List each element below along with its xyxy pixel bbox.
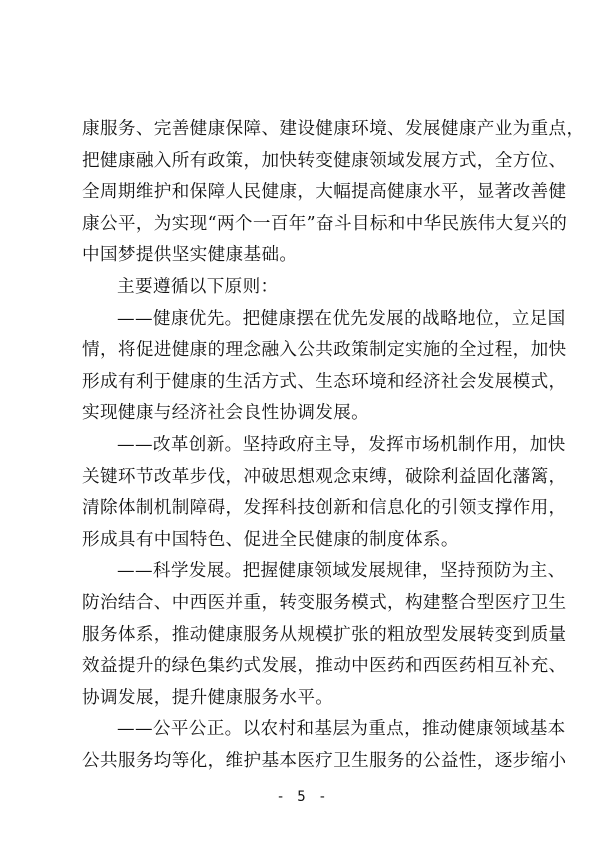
text-line: 协调发展，提升健康服务水平。 [82,687,334,708]
text-line: 公共服务均等化，维护基本医疗卫生服务的公益性，逐步缩小 [82,750,567,771]
text-line: 主要遵循以下原则： [117,276,279,297]
text-line: 防治结合、中西医并重，转变服务模式，构建整合型医疗卫生 [82,592,567,613]
text-line: 服务体系，推动健康服务从规模扩张的粗放型发展转变到质量 [82,624,567,645]
text-line: 康服务、完善健康保障、建设健康环境、发展健康产业为重点， [82,119,585,139]
text-line: ——公平公正。以农村和基层为重点，推动健康领域基本 [117,719,566,740]
text-line: 形成具有中国特色、促进全民健康的制度体系。 [82,529,459,550]
body-text [82,114,585,777]
text-line: ——改革创新。坚持政府主导，发挥市场机制作用，加快 [117,434,566,455]
page-number: - 5 - [276,789,329,805]
text-line: 把健康融入所有政策，加快转变健康领域发展方式，全方位、 [82,150,567,171]
text-line: ——健康优先。把健康摆在优先发展的战略地位，立足国 [117,308,566,329]
text-line: 全周期维护和保障人民健康，大幅提高健康水平，显著改善健 [82,182,567,203]
text-line: ——科学发展。把握健康领域发展规律，坚持预防为主、 [117,561,566,582]
text-line: 实现健康与经济社会良性协调发展。 [82,403,370,424]
text-line: 康公平，为实现“两个一百年”奋斗目标和中华民族伟大复兴的 [82,213,568,234]
text-line: 形成有利于健康的生活方式、生态环境和经济社会发展模式， [82,371,567,392]
text-line: 清除体制机制障碍，发挥科技创新和信息化的引领支撑作用， [82,498,567,519]
text-line: 情，将促进健康的理念融入公共政策制定实施的全过程，加快 [82,340,567,361]
text-line: 中国梦提供坚实健康基础。 [82,245,298,266]
text-line: 效益提升的绿色集约式发展，推动中医药和西医药相互补充、 [82,656,567,677]
text-line: 关键环节改革步伐，冲破思想观念束缚，破除利益固化藩篱， [82,466,567,487]
